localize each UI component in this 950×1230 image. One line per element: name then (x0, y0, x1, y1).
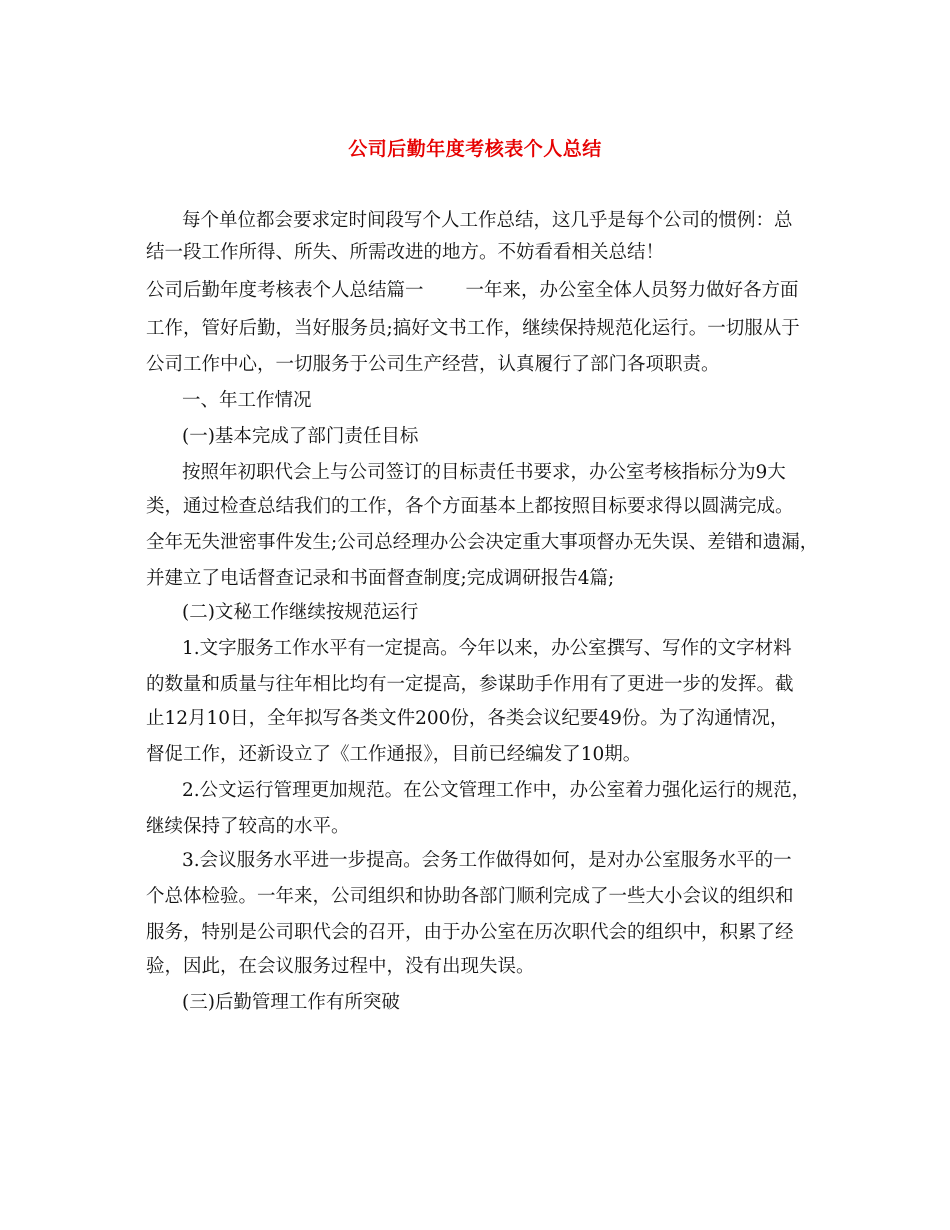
paragraph-line: 1.文字服务工作水平有一定提高。今年以来，办公室撰写、写作的文字材料 (182, 638, 792, 659)
paragraph-line: 服务，特别是公司职代会的召开，由于办公室在历次职代会的组织中，积累了经 (146, 922, 794, 943)
section-heading: (三)后勤管理工作有所突破 (182, 992, 400, 1013)
paragraph-line: 的数量和质量与往年相比均有一定提高，参谋助手作用有了更进一步的发挥。截 (146, 674, 794, 695)
paragraph-line: 全年无失泄密事件发生;公司总经理办公会决定重大事项督办无失误、差错和遗漏， (146, 532, 819, 553)
paragraph-line: 督促工作，还新设立了《工作通报》，目前已经编发了10期。 (146, 744, 642, 765)
paragraph-line: 工作，管好后勤，当好服务员;搞好文书工作，继续保持规范化运行。一切服从于 (146, 318, 800, 339)
paragraph-line: 类，通过检查总结我们的工作，各个方面基本上都按照目标要求得以圆满完成。 (146, 496, 794, 517)
section-heading: 一、年工作情况 (182, 390, 312, 411)
paragraph-line: 验，因此，在会议服务过程中，没有出现失误。 (146, 956, 535, 977)
paragraph-line: 按照年初职代会上与公司签订的目标责任书要求，办公室考核指标分为9大 (182, 462, 786, 483)
paragraph-line: 公司工作中心，一切服务于公司生产经营，认真履行了部门各项职责。 (146, 354, 720, 375)
section-heading: 公司后勤年度考核表个人总结篇一 (146, 280, 424, 301)
paragraph-line: 个总体检验。一年来，公司组织和协助各部门顺利完成了一些大小会议的组织和 (146, 886, 794, 907)
paragraph-line: 2.公文运行管理更加规范。在公文管理工作中，办公室着力强化运行的规范， (182, 780, 811, 801)
paragraph-line: 3.会议服务水平进一步提高。会务工作做得如何，是对办公室服务水平的一 (182, 850, 792, 871)
paragraph-line (146, 278, 799, 304)
paragraph-line: 止12月10日，全年拟写各类文件200份，各类会议纪要49份。为了沟通情况， (146, 708, 789, 729)
section-heading: (二)文秘工作继续按规范运行 (182, 602, 419, 623)
document-title: 公司后勤年度考核表个人总结 (348, 138, 602, 160)
paragraph-line: 并建立了电话督查记录和书面督查制度;完成调研报告4篇; (146, 568, 615, 589)
paragraph-line: 结一段工作所得、所失、所需改进的地方。不妨看看相关总结！ (146, 242, 665, 263)
paragraph-line: 每个单位都会要求定时间段写个人工作总结，这几乎是每个公司的惯例：总 (182, 210, 793, 231)
paragraph-line: 继续保持了较高的水平。 (146, 816, 350, 837)
paragraph-text: 一年来，办公室全体人员努力做好各方面 (465, 280, 799, 301)
section-heading: (一)基本完成了部门责任目标 (182, 426, 419, 447)
